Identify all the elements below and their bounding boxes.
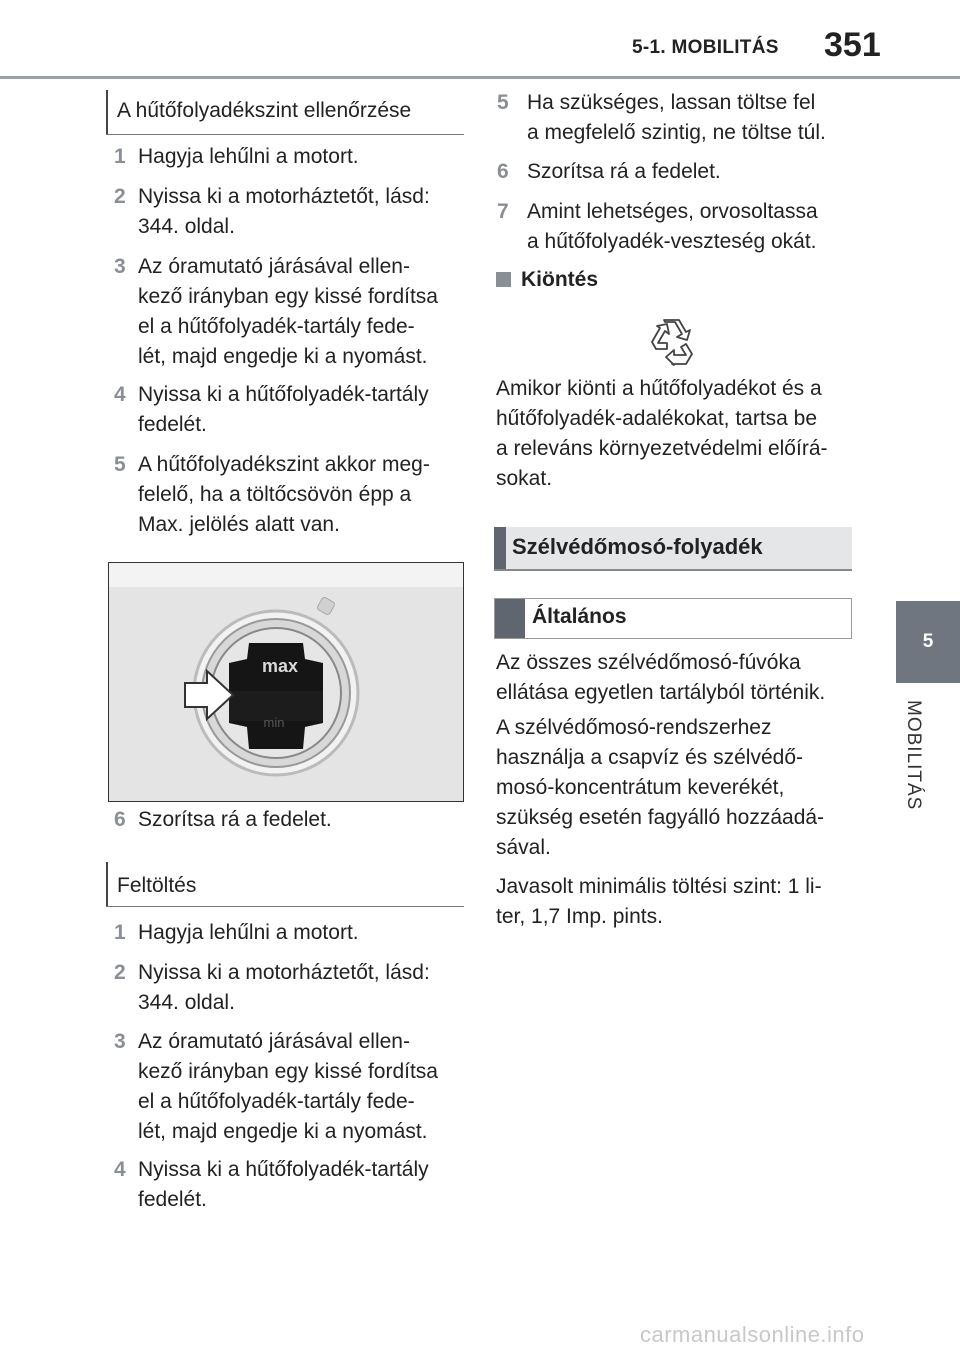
step-text: Amint lehetséges, orvosoltassa: [527, 200, 818, 223]
box-accent: [495, 599, 525, 638]
coolant-reservoir-figure: [108, 562, 464, 802]
general-title: Általános: [532, 605, 627, 628]
step-text: Az óramutató járásával ellen-: [138, 255, 410, 278]
step-text: kező irányban egy kissé fordítsa: [138, 285, 438, 308]
step-text: Nyissa ki a motorháztetőt, lásd:: [138, 185, 430, 208]
step-text: el a hűtőfolyadék-tartály fede-: [138, 315, 415, 338]
reservoir-illustration: [109, 563, 463, 801]
step-text: Hagyja lehűlni a motort.: [138, 921, 359, 944]
step-number: 1: [114, 145, 126, 168]
step-text: fedelét.: [138, 1188, 207, 1211]
step-text: felelő, ha a töltőcsövön épp a: [138, 483, 412, 506]
step-text: 344. oldal.: [138, 215, 235, 238]
step-text: A hűtőfolyadékszint akkor meg-: [138, 453, 430, 476]
step-text: kező irányban egy kissé fordítsa: [138, 1060, 438, 1083]
step-number: 3: [114, 1030, 126, 1053]
step-number: 4: [114, 383, 126, 406]
disposal-heading: Kiöntés: [521, 268, 599, 291]
max-label: max: [261, 656, 299, 676]
step-text: Az óramutató járásával ellen-: [138, 1030, 410, 1053]
general-box: [494, 598, 852, 639]
step-text: lét, majd engedje ki a nyomást.: [138, 345, 428, 368]
step-number: 6: [497, 160, 509, 183]
banner-accent: [494, 527, 506, 569]
fill-heading: Feltöltés: [117, 874, 197, 897]
step-text: Nyissa ki a motorháztetőt, lásd:: [138, 961, 430, 984]
disposal-heading-row: [496, 268, 598, 292]
subheading-underline: [106, 134, 464, 135]
header-divider: [0, 76, 960, 79]
step-number: 4: [114, 1158, 126, 1181]
subheading-underline: [106, 906, 464, 907]
step-text: Nyissa ki a hűtőfolyadék-tartály: [138, 1158, 429, 1181]
step-text: Szorítsa rá a fedelet.: [138, 808, 332, 831]
step-text: el a hűtőfolyadék-tartály fede-: [138, 1090, 415, 1113]
step-number: 5: [114, 453, 126, 476]
step-text: a hűtőfolyadék-veszteség okát.: [527, 230, 817, 253]
step-text: a megfelelő szintig, ne töltse túl.: [527, 121, 826, 144]
washer-para-2: A szélvédőmosó-rendszerhez használja a csapvíz és szélvédő- mosó-koncentrátum keverékét, szükség esetén fagyálló hozzáadá- sával.: [496, 716, 825, 859]
washer-fluid-title: Szélvédőmosó-folyadék: [512, 534, 763, 559]
washer-fluid-banner: [494, 527, 852, 569]
min-label: min: [263, 715, 285, 730]
step-text: lét, majd engedje ki a nyomást.: [138, 1120, 428, 1143]
washer-para-1: Az összes szélvédőmosó-fúvóka ellátása egyetlen tartályból történik.: [496, 651, 826, 704]
step-number: 1: [114, 921, 126, 944]
check-heading: A hűtőfolyadékszint ellenőrzése: [117, 99, 412, 122]
step-text: Hagyja lehűlni a motort.: [138, 145, 359, 168]
section-title: 5-1. MOBILITÁS: [632, 37, 779, 58]
step-text: 344. oldal.: [138, 991, 235, 1014]
subheading-bar: [106, 90, 108, 134]
disposal-text: Amikor kiönti a hűtőfolyadékot és a hűtőfolyadék-adalékokat, tartsa be a releváns környezetvédelmi előírá- sokat.: [496, 377, 828, 490]
step-number: 7: [497, 200, 509, 223]
chapter-tab[interactable]: 5: [896, 601, 960, 683]
step-text: Ha szükséges, lassan töltse fel: [527, 91, 816, 114]
chapter-label: MOBILITÁS: [903, 700, 924, 811]
subheading-bar: [106, 862, 108, 906]
page-number: 351: [824, 26, 881, 64]
step-number: 3: [114, 255, 126, 278]
recycle-icon: [646, 316, 698, 368]
watermark: carmanualsonline.info: [640, 1322, 865, 1347]
square-bullet-icon: [496, 272, 511, 287]
step-text: fedelét.: [138, 413, 207, 436]
step-number: 2: [114, 961, 126, 984]
banner-underline: [494, 569, 852, 571]
step-text: Nyissa ki a hűtőfolyadék-tartály: [138, 383, 429, 406]
washer-para-3: Javasolt minimális töltési szint: 1 li- ter, 1,7 Imp. pints.: [496, 875, 822, 928]
step-number: 5: [497, 91, 509, 114]
step-text: Szorítsa rá a fedelet.: [527, 160, 721, 183]
step-text: Max. jelölés alatt van.: [138, 513, 340, 536]
step-number: 2: [114, 185, 126, 208]
step-number: 6: [114, 808, 126, 831]
chapter-label-container: [892, 700, 952, 850]
